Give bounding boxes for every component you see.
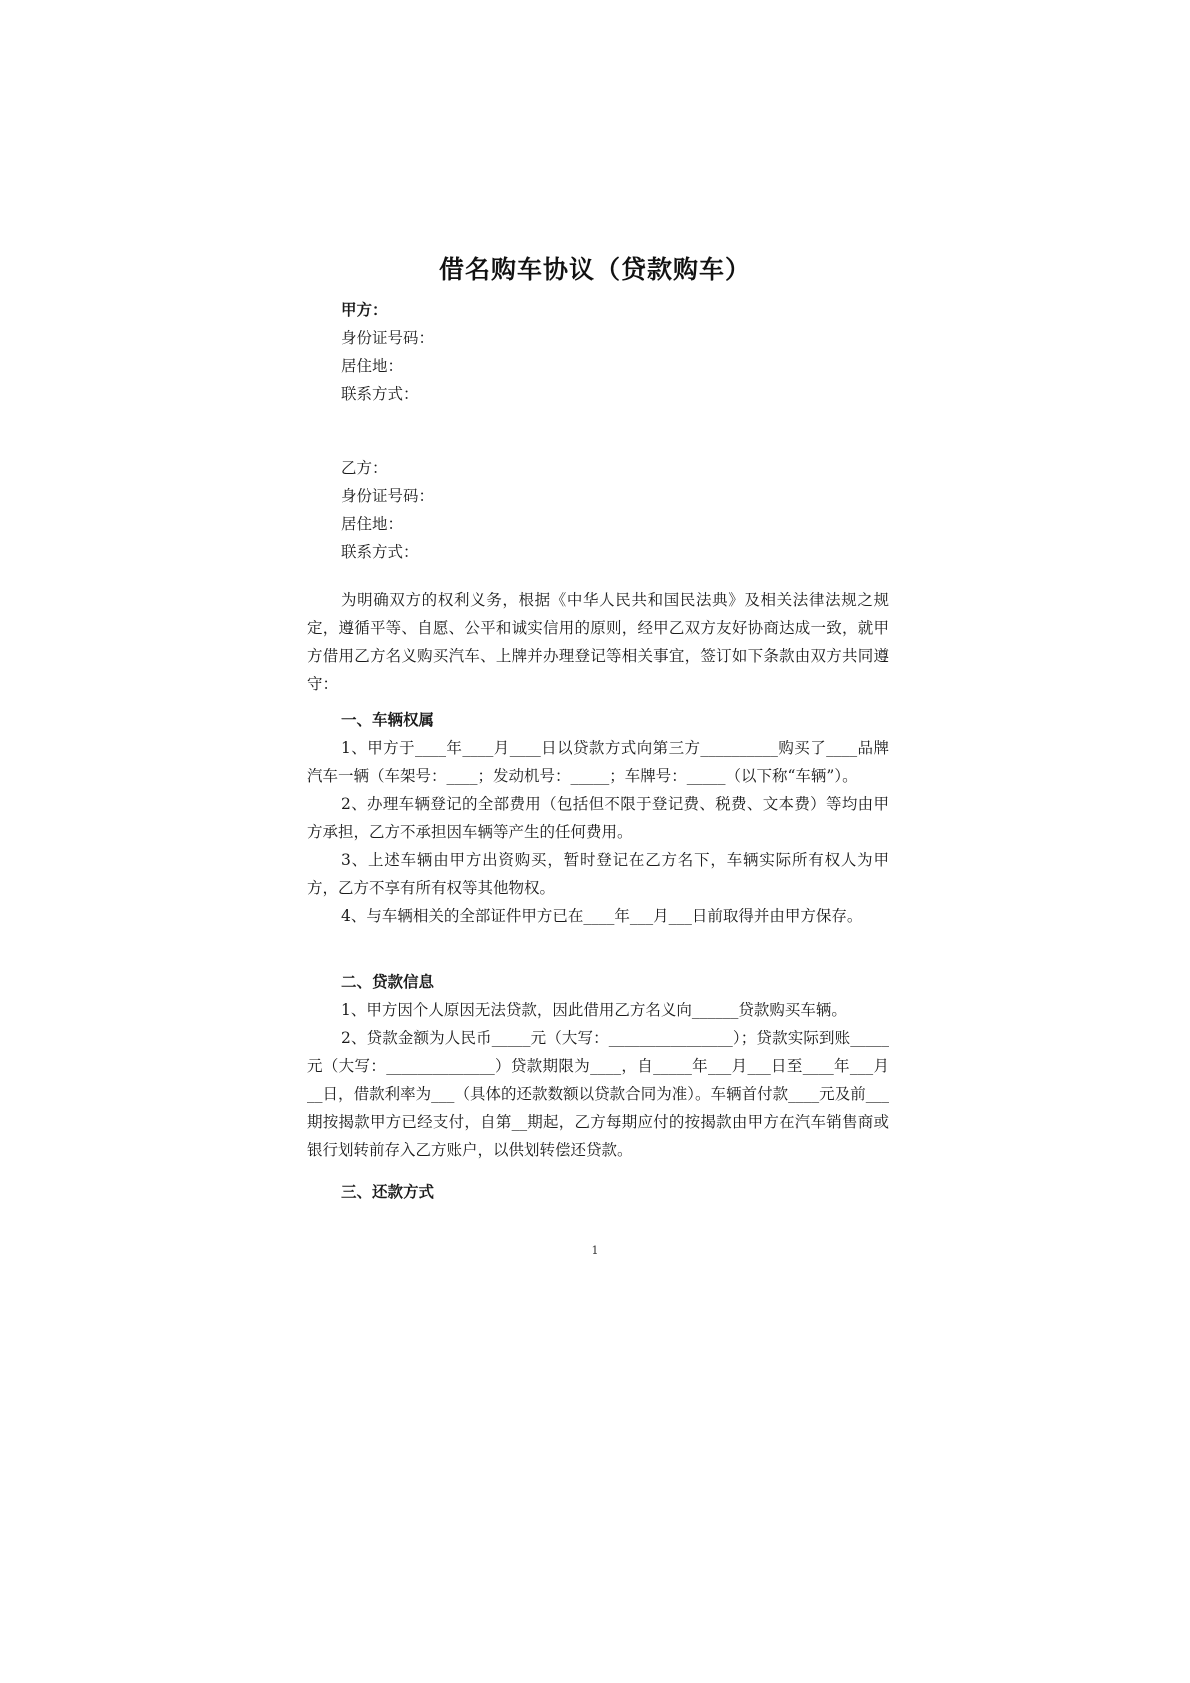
preamble-block bbox=[307, 586, 889, 698]
section-1-clause-2: 2、办理车辆登记的全部费用（包括但不限于登记费、税费、文本费）等均由甲方承担，乙方不承担因车辆等产生的任何费用。 bbox=[307, 795, 889, 841]
party-a-address-label: 居住地： bbox=[341, 357, 404, 375]
section-2-heading: 二、贷款信息 bbox=[341, 972, 435, 991]
section-2-clause-2: 2、贷款金额为人民币_____元（大写：________________）；贷款实际到账_____元（大写：______________）贷款期限为____，自_____年___月___日至____年___月__日，借款利率为___（具体的还款数额以贷款合同为准）。车辆首付款____元及前___期按揭款甲方已经支付，自第__期起，乙方每期应付的按揭款由甲方在汽车销售商或银行划转前存入乙方账户，以供划转偿还贷款。 bbox=[307, 1029, 889, 1159]
party-b-address-label: 居住地： bbox=[341, 515, 404, 533]
party-b-id-label: 身份证号码： bbox=[341, 487, 435, 505]
party-a-block bbox=[341, 296, 434, 408]
party-b-label: 乙方： bbox=[341, 459, 388, 477]
party-a-contact-label: 联系方式： bbox=[341, 385, 419, 403]
page-number: 1 bbox=[591, 1244, 599, 1257]
party-b-contact-label: 联系方式： bbox=[341, 543, 419, 561]
document-title: 借名购车协议（贷款购车） bbox=[438, 255, 751, 284]
section-1-clause-3: 3、上述车辆由甲方出资购买，暂时登记在乙方名下，车辆实际所有权人为甲方，乙方不享有所有权等其他物权。 bbox=[307, 851, 889, 897]
preamble-paragraph: 为明确双方的权利义务，根据《中华人民共和国民法典》及相关法律法规之规定，遵循平等、自愿、公平和诚实信用的原则，经甲乙双方友好协商达成一致，就甲方借用乙方名义购买汽车、上牌并办理登记等相关事宜，签订如下条款由双方共同遵守： bbox=[307, 591, 889, 693]
party-b-block bbox=[341, 454, 434, 566]
section-1 bbox=[307, 706, 889, 930]
section-3-heading: 三、还款方式 bbox=[341, 1182, 435, 1201]
section-1-clause-4: 4、与车辆相关的全部证件甲方已在____年___月___日前取得并由甲方保存。 bbox=[341, 907, 863, 925]
section-1-heading: 一、车辆权属 bbox=[341, 710, 435, 729]
section-2-clause-1: 1、甲方因个人原因无法贷款，因此借用乙方名义向______贷款购买车辆。 bbox=[341, 1001, 847, 1019]
section-2 bbox=[307, 968, 889, 1164]
section-1-clause-1: 1、甲方于____年____月____日以贷款方式向第三方__________购买了____品牌汽车一辆（车架号：____；发动机号：_____；车牌号：_____（以下称“车辆”）。 bbox=[307, 739, 889, 785]
party-a-id-label: 身份证号码： bbox=[341, 329, 435, 347]
party-a-label: 甲方： bbox=[341, 300, 388, 319]
section-3 bbox=[307, 1178, 889, 1206]
